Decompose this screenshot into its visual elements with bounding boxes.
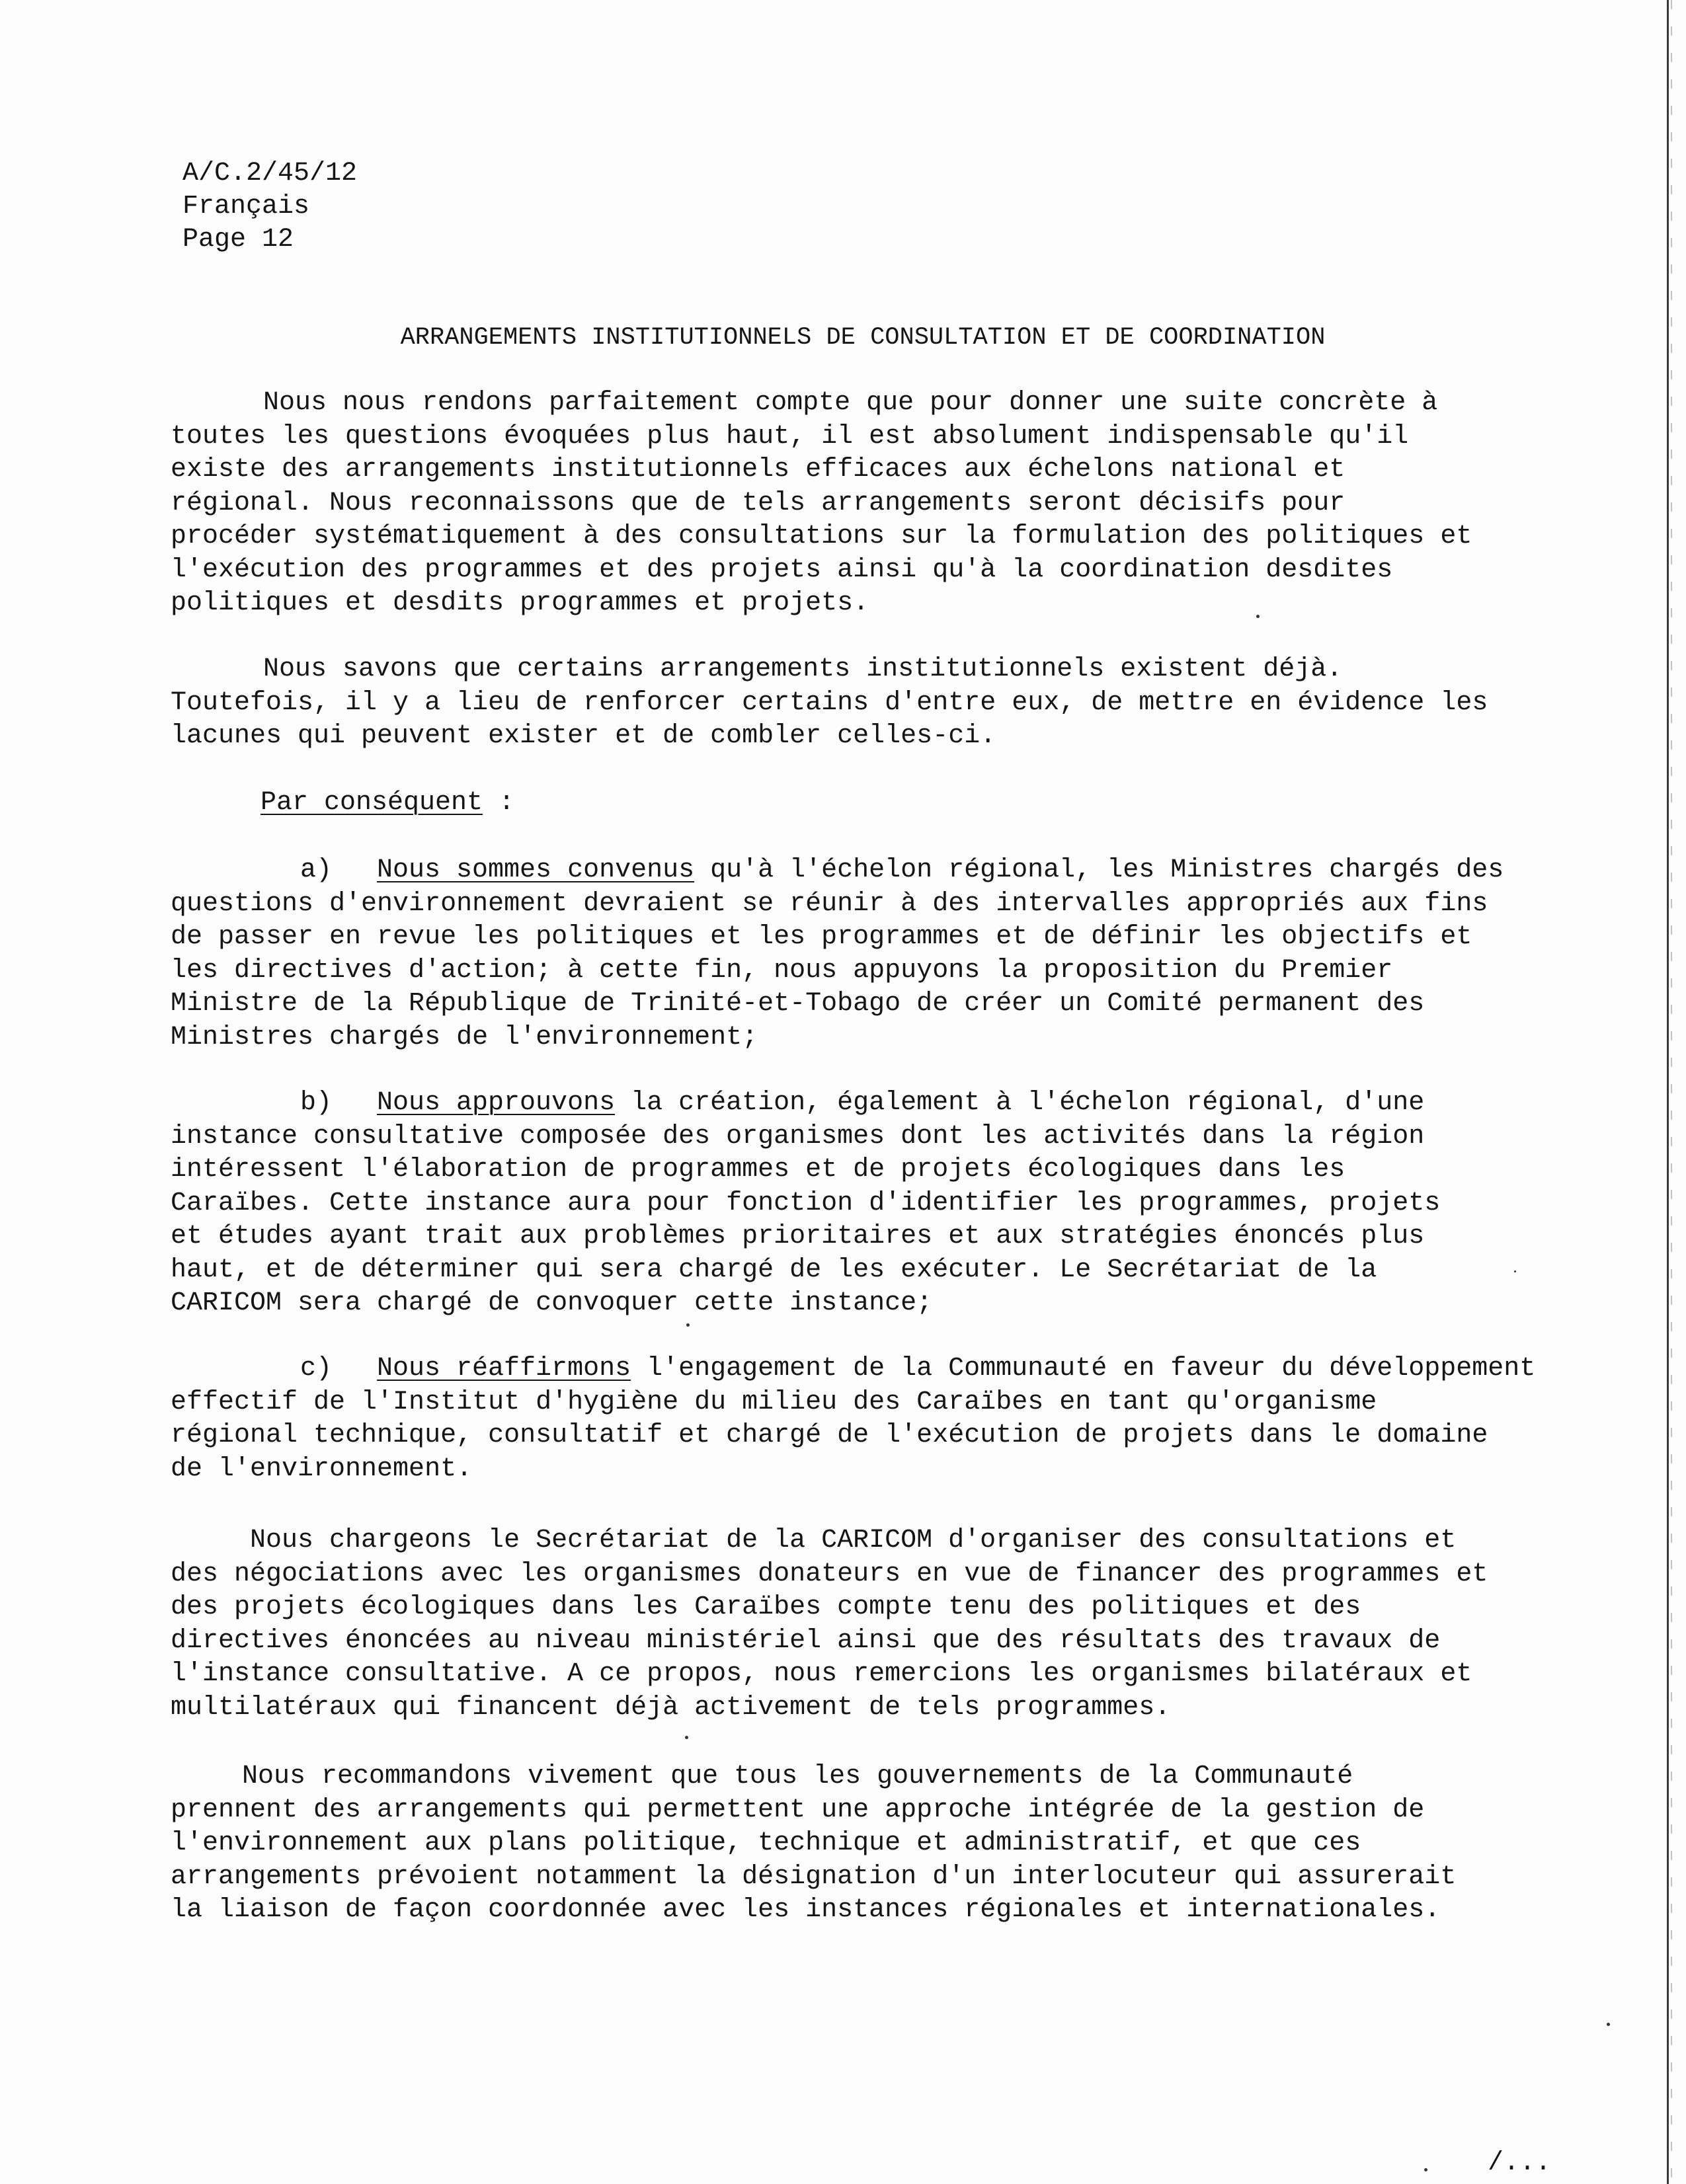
list-item-line: Ministre de la République de Trinité-et-Tobago de créer un Comité permanent des	[171, 989, 1425, 1019]
item-first-line: qu'à l'échelon régional, les Ministres chargés des	[694, 855, 1504, 885]
document-language: Français	[182, 192, 310, 221]
paragraph-line: l'environnement aux plans politique, technique et administratif, et que ces	[171, 1828, 1361, 1858]
paragraph-line: Nous chargeons le Secrétariat de la CARICOM d'organiser des consultations et	[250, 1526, 1457, 1555]
paragraph-line: régional. Nous reconnaissons que de tels arrangements seront décisifs pour	[171, 488, 1345, 518]
paragraph-line: l'instance consultative. A ce propos, nous remercions les organismes bilatéraux et	[171, 1659, 1472, 1689]
section-title: ARRANGEMENTS INSTITUTIONNELS DE CONSULTATION ET DE COORDINATION	[400, 324, 1326, 352]
consequently-label: Par conséquent	[261, 788, 483, 818]
scan-speck	[686, 1323, 690, 1327]
list-item-a	[171, 854, 1579, 1054]
paragraph-line: Nous savons que certains arrangements institutionnels existent déjà.	[263, 654, 1343, 684]
paragraph-line: procéder systématiquement à des consultations sur la formulation des politiques et	[171, 522, 1472, 551]
paragraph-line: des projets écologiques dans les Caraïbes compte tenu des politiques et des	[171, 1592, 1361, 1622]
document-symbol: A/C.2/45/12	[182, 159, 358, 188]
list-item-c	[171, 1352, 1579, 1486]
paragraph-line: prennent des arrangements qui permettent une approche intégrée de la gestion de	[171, 1795, 1425, 1825]
paragraph-1	[171, 387, 1579, 621]
paragraph-line: Nous nous rendons parfaitement compte que pour donner une suite concrète à	[263, 388, 1438, 418]
list-item-b	[171, 1087, 1579, 1321]
item-first-line: l'engagement de la Communauté en faveur du développement	[631, 1354, 1536, 1384]
paragraph-line: politiques et desdits programmes et projets.	[171, 588, 869, 618]
list-item-line: de passer en revue les politiques et les programmes et de définir les objectifs et	[171, 922, 1472, 952]
scan-speck	[1607, 2023, 1610, 2026]
item-lead: Nous sommes convenus	[377, 855, 695, 885]
list-item-line: intéressent l'élaboration de programmes et de projets écologiques dans les	[171, 1155, 1345, 1185]
paragraph-line: arrangements prévoient notamment la désignation d'un interlocuteur qui assurerait	[171, 1861, 1457, 1892]
paragraph-4	[171, 1760, 1579, 1928]
paragraph-line: directives énoncées au niveau ministériel ainsi que des résultats des travaux de	[171, 1625, 1441, 1656]
list-item-line: haut, et de déterminer qui sera chargé de les exécuter. Le Secrétariat de la	[171, 1255, 1377, 1285]
scan-speck	[1256, 615, 1260, 618]
item-first-line: la création, également à l'échelon régional, d'une	[615, 1088, 1425, 1118]
scan-speck	[1514, 1270, 1516, 1272]
list-item-line: régional technique, consultatif et chargé de l'exécution de projets dans le domaine	[171, 1421, 1488, 1450]
item-lead: Nous réaffirmons	[377, 1354, 631, 1384]
list-item-line: Ministres chargés de l'environnement;	[171, 1022, 758, 1052]
list-item-line: de l'environnement.	[171, 1454, 473, 1484]
paragraph-line: la liaison de façon coordonnée avec les instances régionales et internationales.	[171, 1895, 1441, 1925]
paragraph-line: des négociations avec les organismes donateurs en vue de financer des programmes et	[171, 1559, 1488, 1589]
scan-speck	[1424, 2168, 1427, 2171]
list-item-line: questions d'environnement devraient se réunir à des intervalles appropriés aux fins	[171, 888, 1488, 919]
page-number: Page 12	[182, 225, 294, 254]
consequently-colon: :	[483, 788, 515, 818]
paragraph-line: multilatéraux qui financent déjà activement de tels programmes.	[171, 1692, 1171, 1723]
list-item-line: et études ayant trait aux problèmes prioritaires et aux stratégies énoncés plus	[171, 1222, 1425, 1251]
list-marker: c)	[300, 1354, 333, 1384]
consequently-heading	[171, 787, 1579, 820]
scan-speck	[685, 1736, 688, 1739]
list-item-line: CARICOM sera chargé de convoquer cette instance;	[171, 1288, 933, 1318]
list-marker: b)	[300, 1088, 333, 1118]
paragraph-line: toutes les questions évoquées plus haut, il est absolument indispensable qu'il	[171, 421, 1409, 451]
paragraph-line: Nous recommandons vivement que tous les gouvernements de la Communauté	[242, 1762, 1353, 1791]
item-lead: Nous approuvons	[377, 1088, 616, 1118]
paragraph-3	[171, 1524, 1579, 1725]
list-item-line: effectif de l'Institut d'hygiène du milieu des Caraïbes en tant qu'organisme	[171, 1387, 1377, 1417]
list-item-line: instance consultative composée des organismes dont les activités dans la région	[171, 1121, 1425, 1151]
list-marker: a)	[300, 855, 333, 885]
paragraph-line: lacunes qui peuvent exister et de combler celles-ci.	[171, 721, 996, 751]
continuation-marker: /...	[1488, 2148, 1552, 2178]
list-item-line: Caraïbes. Cette instance aura pour fonction d'identifier les programmes, projets	[171, 1188, 1441, 1218]
document-header	[182, 157, 357, 256]
paragraph-line: l'exécution des programmes et des projets ainsi qu'à la coordination desdites	[171, 555, 1393, 585]
paragraph-2	[171, 653, 1579, 754]
paragraph-line: existe des arrangements institutionnels efficaces aux échelons national et	[171, 455, 1345, 485]
paragraph-line: Toutefois, il y a lieu de renforcer certains d'entre eux, de mettre en évidence les	[171, 687, 1488, 718]
list-item-line: les directives d'action; à cette fin, nous appuyons la proposition du Premier	[171, 955, 1393, 986]
